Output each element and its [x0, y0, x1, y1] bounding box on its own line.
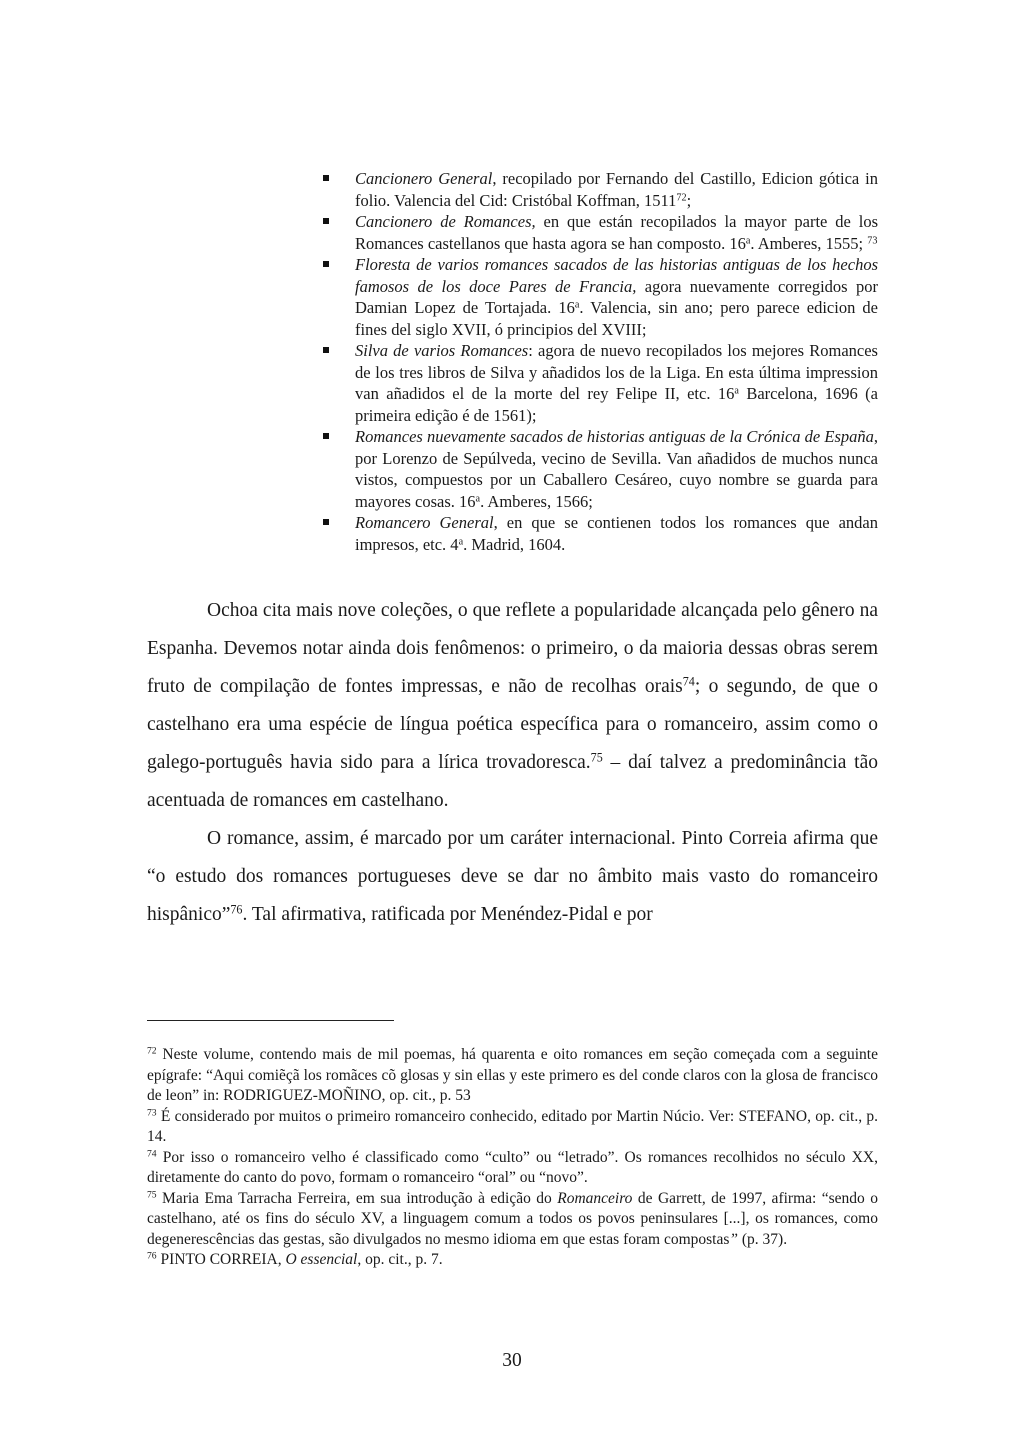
- paragraph: Ochoa cita mais nove coleções, o que reflete a popularidade alcançada pelo gênero na Espanha. Devemos notar ainda dois fenômenos: o primeiro, o da maioria dessas obras serem fruto de compilação de fontes impressas, e não de recolhas orais$^{74}$; o segundo, de que o castelhano era uma espécie de língua poética específica para o romanceiro, assim como o galego-português havia sido para a lírica trovadoresca.$^{75}$ – daí talvez a predominância tão acentuada de romances em castelhano.: [147, 600, 878, 811]
- footnote-ref: 75: [590, 750, 603, 765]
- footnote-number: 73: [147, 1107, 157, 1119]
- footnote: $^{74}$ Por isso o romanceiro velho é classificado como “culto” ou “letrado”. Os romances recolhidos no século XX, diretamente do canto do povo, formam o romanceiro “oral” ou “novo”.: [147, 1148, 878, 1186]
- list-item: Romancero General, en que se contienen todos los romances que andan impresos, etc. 4$^a$. Madrid, 1604.: [322, 512, 878, 555]
- list-item: Silva de varios Romances: agora de nuevo recopilados los mejores Romances de los tres libros de Silva y añadidos los de la Liga. En esta última impression van añadidos el de la morte del rey Felipe II, etc. 16$^a$ Barcelona, 1696 (a primeira edição é de 1561);: [322, 340, 878, 426]
- footnote: $^{72}$ Neste volume, contendo mais de mil poemas, há quarenta e oito romances em seção começada com a seguinte epígrafe: “Aqui comiẽçã los romãces cõ glosas y sin ellas y este primero es del conde claros con la glosa de francisco de leon” in: RODRIGUEZ-MOÑINO, op. cit., p. 53: [147, 1045, 878, 1104]
- list-item: Cancionero General, recopilado por Fernando del Castillo, Edicion gótica in folio. Valencia del Cid: Cristóbal Koffman, 1511$^{72}$;: [322, 168, 878, 211]
- footnote-number: 75: [147, 1189, 157, 1201]
- footnote-separator: [147, 1020, 394, 1021]
- bibliography-list: [322, 168, 878, 555]
- list-item: Romances nuevamente sacados de historias antiguas de la Crónica de España, por Lorenzo de Sepúlveda, vecino de Sevilla. Van añadidos de muchos nunca vistos, compuestos por un Caballero Cesáreo, cuyo nombre se guarda para mayores cosas. 16$^a$. Amberes, 1566;: [322, 426, 878, 512]
- footnote-number: 76: [147, 1250, 157, 1262]
- footnote: $^{75}$ Maria Ema Tarracha Ferreira, em sua introdução à edição do Romanceiro de Garrett, de 1997, afirma: “sendo o castelhano, até os fins do século XV, a linguagem comum a todos os povos peninsulares [...], os romances, como degenerescências das gestas, são divulgados no mesmo idioma em que estas foram compostas” (p. 37).: [147, 1189, 878, 1248]
- list-item: Floresta de varios romances sacados de las historias antiguas de los hechos famosos de los doce Pares de Francia, agora nuevamente corregidos por Damian Lopez de Tortajada. 16$^a$. Valencia, sin ano; pero parece edicion de fines del siglo XVII, ó principios del XVIII;: [322, 254, 878, 340]
- footnote-ref: 76: [230, 902, 243, 917]
- footnote-ref: 72: [676, 191, 687, 203]
- page-number: 30: [502, 1350, 522, 1371]
- main-text: [147, 592, 878, 934]
- footnote-number: 72: [147, 1045, 157, 1057]
- footnote: $^{76}$ PINTO CORREIA, O essencial, op. cit., p. 7.: [147, 1250, 443, 1268]
- footnote-ref: 73: [867, 234, 878, 246]
- footnote: $^{73}$ É considerado por muitos o primeiro romanceiro conhecido, editado por Martin Núcio. Ver: STEFANO, op. cit., p. 14.: [147, 1107, 878, 1145]
- square-bullet-icon: [323, 347, 329, 353]
- footnotes: [147, 1045, 878, 1271]
- square-bullet-icon: [323, 218, 329, 224]
- square-bullet-icon: [323, 519, 329, 525]
- square-bullet-icon: [323, 433, 329, 439]
- paragraph: O romance, assim, é marcado por um caráter internacional. Pinto Correia afirma que “o estudo dos romances portugueses deve se dar no âmbito mais vasto do romanceiro hispânico”$^{76}$. Tal afirmativa, ratificada por Menéndez-Pidal e por: [147, 828, 878, 925]
- list-item: Cancionero de Romances, en que están recopilados la mayor parte de los Romances castellanos que hasta agora se han composto. 16$^a$. Amberes, 1555; $^{73}$: [322, 211, 878, 254]
- square-bullet-icon: [323, 261, 329, 267]
- footnote-number: 74: [147, 1148, 157, 1160]
- square-bullet-icon: [323, 175, 329, 181]
- footnote-ref: 74: [682, 674, 695, 689]
